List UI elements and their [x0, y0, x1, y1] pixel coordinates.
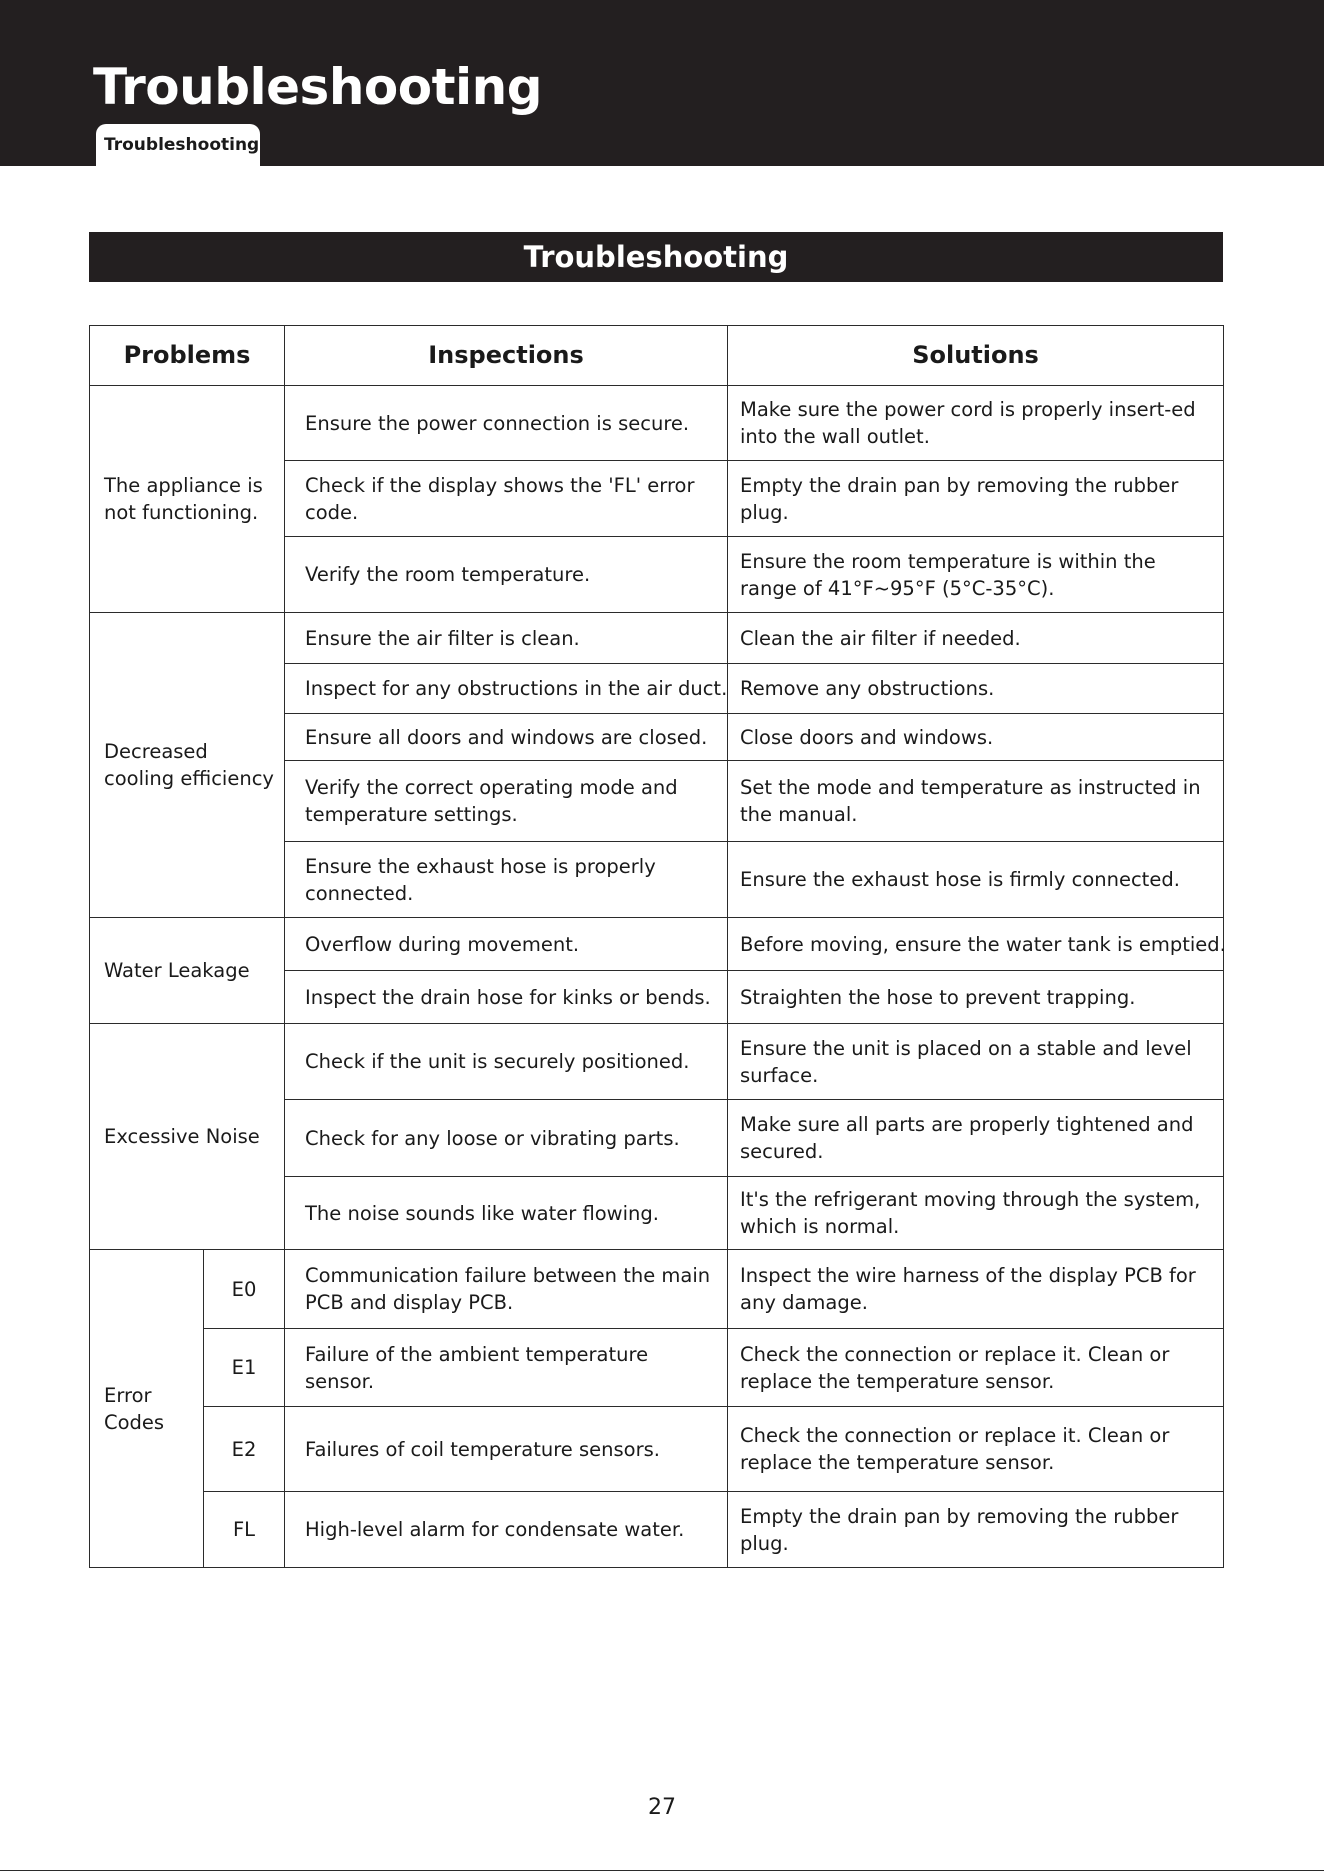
page-header — [0, 0, 1324, 166]
inspection-cell: Inspect the drain hose for kinks or bends. — [285, 971, 728, 1024]
inspection-cell: Ensure all doors and windows are closed. — [285, 714, 728, 761]
page-number: 27 — [648, 1795, 676, 1820]
problem-cell: Excessive Noise — [90, 1024, 285, 1250]
column-header-solutions: Solutions — [728, 326, 1224, 386]
solution-cell: Empty the drain pan by removing the rubber plug. — [728, 1492, 1224, 1568]
inspection-cell: Verify the room temperature. — [285, 537, 728, 613]
column-header-problems: Problems — [90, 326, 285, 386]
inspection-cell: Failure of the ambient temperature sensor. — [285, 1329, 728, 1407]
solution-cell: Straighten the hose to prevent trapping. — [728, 971, 1224, 1024]
solution-cell: Remove any obstructions. — [728, 664, 1224, 714]
table-row — [90, 386, 1224, 461]
inspection-cell: Check for any loose or vibrating parts. — [285, 1100, 728, 1177]
inspection-cell: Check if the unit is securely positioned. — [285, 1024, 728, 1100]
inspection-cell: Ensure the power connection is secure. — [285, 386, 728, 461]
solution-cell: Empty the drain pan by removing the rubber plug. — [728, 461, 1224, 537]
table-row — [90, 1407, 1224, 1492]
inspection-cell: Inspect for any obstructions in the air duct. — [285, 664, 728, 714]
column-header-inspections: Inspections — [285, 326, 728, 386]
solution-cell: Before moving, ensure the water tank is emptied. — [728, 918, 1224, 971]
table-header-row — [90, 326, 1224, 386]
inspection-cell: Ensure the exhaust hose is properly connected. — [285, 842, 728, 918]
inspection-cell: The noise sounds like water flowing. — [285, 1177, 728, 1250]
inspection-cell: Failures of coil temperature sensors. — [285, 1407, 728, 1492]
table-row — [90, 1024, 1224, 1100]
error-code-cell: FL — [204, 1492, 285, 1568]
solution-cell: Set the mode and temperature as instructed in the manual. — [728, 761, 1224, 842]
solution-cell: Ensure the room temperature is within the range of 41°F~95°F (5°C-35°C). — [728, 537, 1224, 613]
problem-cell: The appliance is not functioning. — [90, 386, 285, 613]
solution-cell: Make sure the power cord is properly insert-ed into the wall outlet. — [728, 386, 1224, 461]
solution-cell: Clean the air filter if needed. — [728, 613, 1224, 664]
table-row — [90, 918, 1224, 971]
solution-cell: Ensure the exhaust hose is firmly connected. — [728, 842, 1224, 918]
problem-cell: Water Leakage — [90, 918, 285, 1024]
table-row — [90, 1329, 1224, 1407]
solution-cell: Ensure the unit is placed on a stable and level surface. — [728, 1024, 1224, 1100]
problem-cell: Error Codes — [90, 1250, 204, 1568]
solution-cell: Close doors and windows. — [728, 714, 1224, 761]
solution-cell: It's the refrigerant moving through the system, which is normal. — [728, 1177, 1224, 1250]
error-code-cell: E1 — [204, 1329, 285, 1407]
page-title: Troubleshooting — [93, 58, 543, 116]
table-row — [90, 1492, 1224, 1568]
inspection-cell: Check if the display shows the 'FL' error code. — [285, 461, 728, 537]
solution-cell: Check the connection or replace it. Clean or replace the temperature sensor. — [728, 1329, 1224, 1407]
error-code-cell: E2 — [204, 1407, 285, 1492]
inspection-cell: High-level alarm for condensate water. — [285, 1492, 728, 1568]
table-row — [90, 613, 1224, 664]
problem-cell: Decreased cooling efficiency — [90, 613, 285, 918]
section-tab[interactable]: Troubleshooting — [96, 124, 260, 166]
solution-cell: Make sure all parts are properly tightened and secured. — [728, 1100, 1224, 1177]
inspection-cell: Ensure the air filter is clean. — [285, 613, 728, 664]
inspection-cell: Verify the correct operating mode and temperature settings. — [285, 761, 728, 842]
section-title-band: Troubleshooting — [89, 232, 1223, 282]
inspection-cell: Overflow during movement. — [285, 918, 728, 971]
solution-cell: Check the connection or replace it. Clean or replace the temperature sensor. — [728, 1407, 1224, 1492]
inspection-cell: Communication failure between the main PCB and display PCB. — [285, 1250, 728, 1329]
error-code-cell: E0 — [204, 1250, 285, 1329]
table-row — [90, 1250, 1224, 1329]
bottom-rule — [0, 1870, 1324, 1871]
troubleshooting-table — [89, 325, 1224, 1568]
solution-cell: Inspect the wire harness of the display PCB for any damage. — [728, 1250, 1224, 1329]
